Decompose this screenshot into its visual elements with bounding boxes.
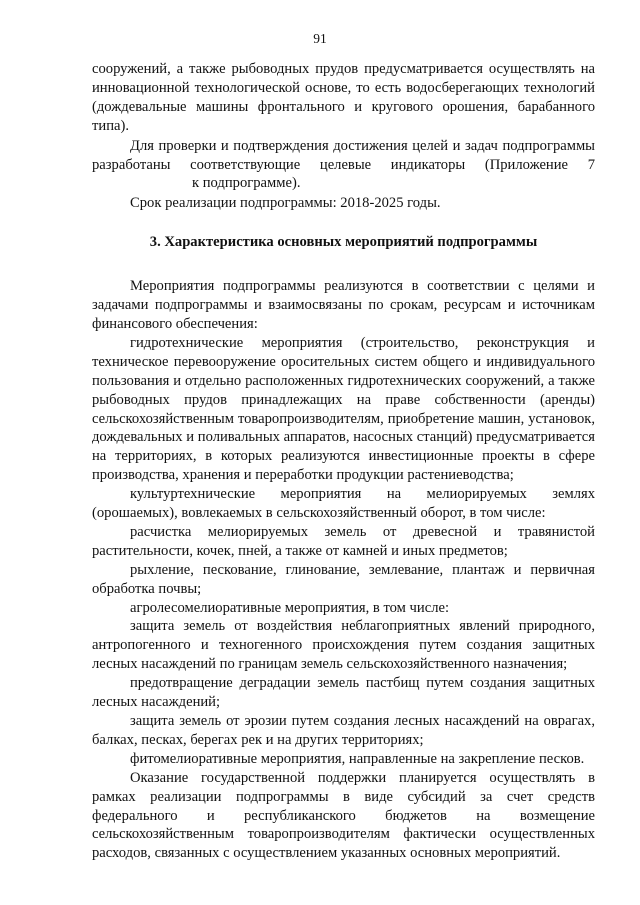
page-number: 91 bbox=[313, 31, 327, 46]
paragraph: культуртехнические мероприятия на мелиорируемых землях (орошаемых), вовлекаемых в сельскохозяйственный оборот, в том числе: bbox=[92, 486, 595, 522]
indicators-text: Для проверки и подтверждения достижения целей и задач подпрограммы разработаны соответствующие целевые индикаторы (Приложение 7 bbox=[92, 137, 595, 173]
document-body bbox=[92, 60, 595, 863]
paragraph: гидротехнические мероприятия (строительство, реконструкция и техническое перевооружение оросительных систем общего и индивидуального пользования и отдельно расположенных гидротехнических сооружений, а также рыбоводных прудов принадлежащих на праве собственности (аренды) сельскохозяйственным товаропроизводителям, приобретение машин, установок, дождевальных и поливальных аппаратов, насосных станций) предусматривается на территориях, в которых реализуются инвестиционные проекты в сфере производства, хранения и переработки продукции растениеводства; bbox=[92, 334, 595, 484]
indicators-paragraph bbox=[92, 137, 595, 194]
paragraph: расчистка мелиорируемых земель от древесной и травянистой растительности, кочек, пней, а также от камней и иных предметов; bbox=[92, 523, 595, 559]
paragraph: сооружений, а также рыбоводных прудов предусматривается осуществлять на инновационной технологической основе, то есть водосберегающих технологий (дождевальные машины фронтального и кругового орошения, барабанного типа). bbox=[92, 61, 595, 134]
paragraph: агролесомелиоративные мероприятия, в том числе: bbox=[130, 599, 450, 616]
paragraph: защита земель от эрозии путем создания лесных насаждений на оврагах, балках, песках, берегах рек и на других территориях; bbox=[92, 713, 595, 748]
paragraph: защита земель от воздействия неблагоприятных явлений природного, антропогенного и техногенного происхождения путем создания защитных лесных насаждений по границам земель сельскохозяйственного назначения; bbox=[92, 618, 595, 673]
paragraph: предотвращение деградации земель пастбищ путем создания защитных лесных насаждений; bbox=[92, 675, 595, 711]
term-paragraph: Срок реализации подпрограммы: 2018-2025 годы. bbox=[130, 195, 441, 212]
indicators-text-end: к подпрограмме). bbox=[192, 175, 301, 192]
paragraph: фитомелиоративные мероприятия, направленные на закрепление песков. bbox=[130, 750, 585, 767]
paragraph: рыхление, пескование, глинование, землевание, плантаж и первичная обработка почвы; bbox=[92, 561, 595, 597]
section-heading: 3. Характеристика основных мероприятий подпрограммы bbox=[149, 234, 538, 251]
paragraph: Мероприятия подпрограммы реализуются в соответствии с целями и задачами подпрограммы и взаимосвязаны по срокам, ресурсам и источникам финансового обеспечения: bbox=[92, 278, 595, 332]
paragraph: Оказание государственной поддержки планируется осуществлять в рамках реализации подпрограммы в виде субсидий за счет средств федерального и республиканского бюджетов на возмещение сельскохозяйственным товаропроизводителям фактически осуществленных расходов, связанных с осуществлением указанных основных мероприятий. bbox=[92, 769, 595, 862]
